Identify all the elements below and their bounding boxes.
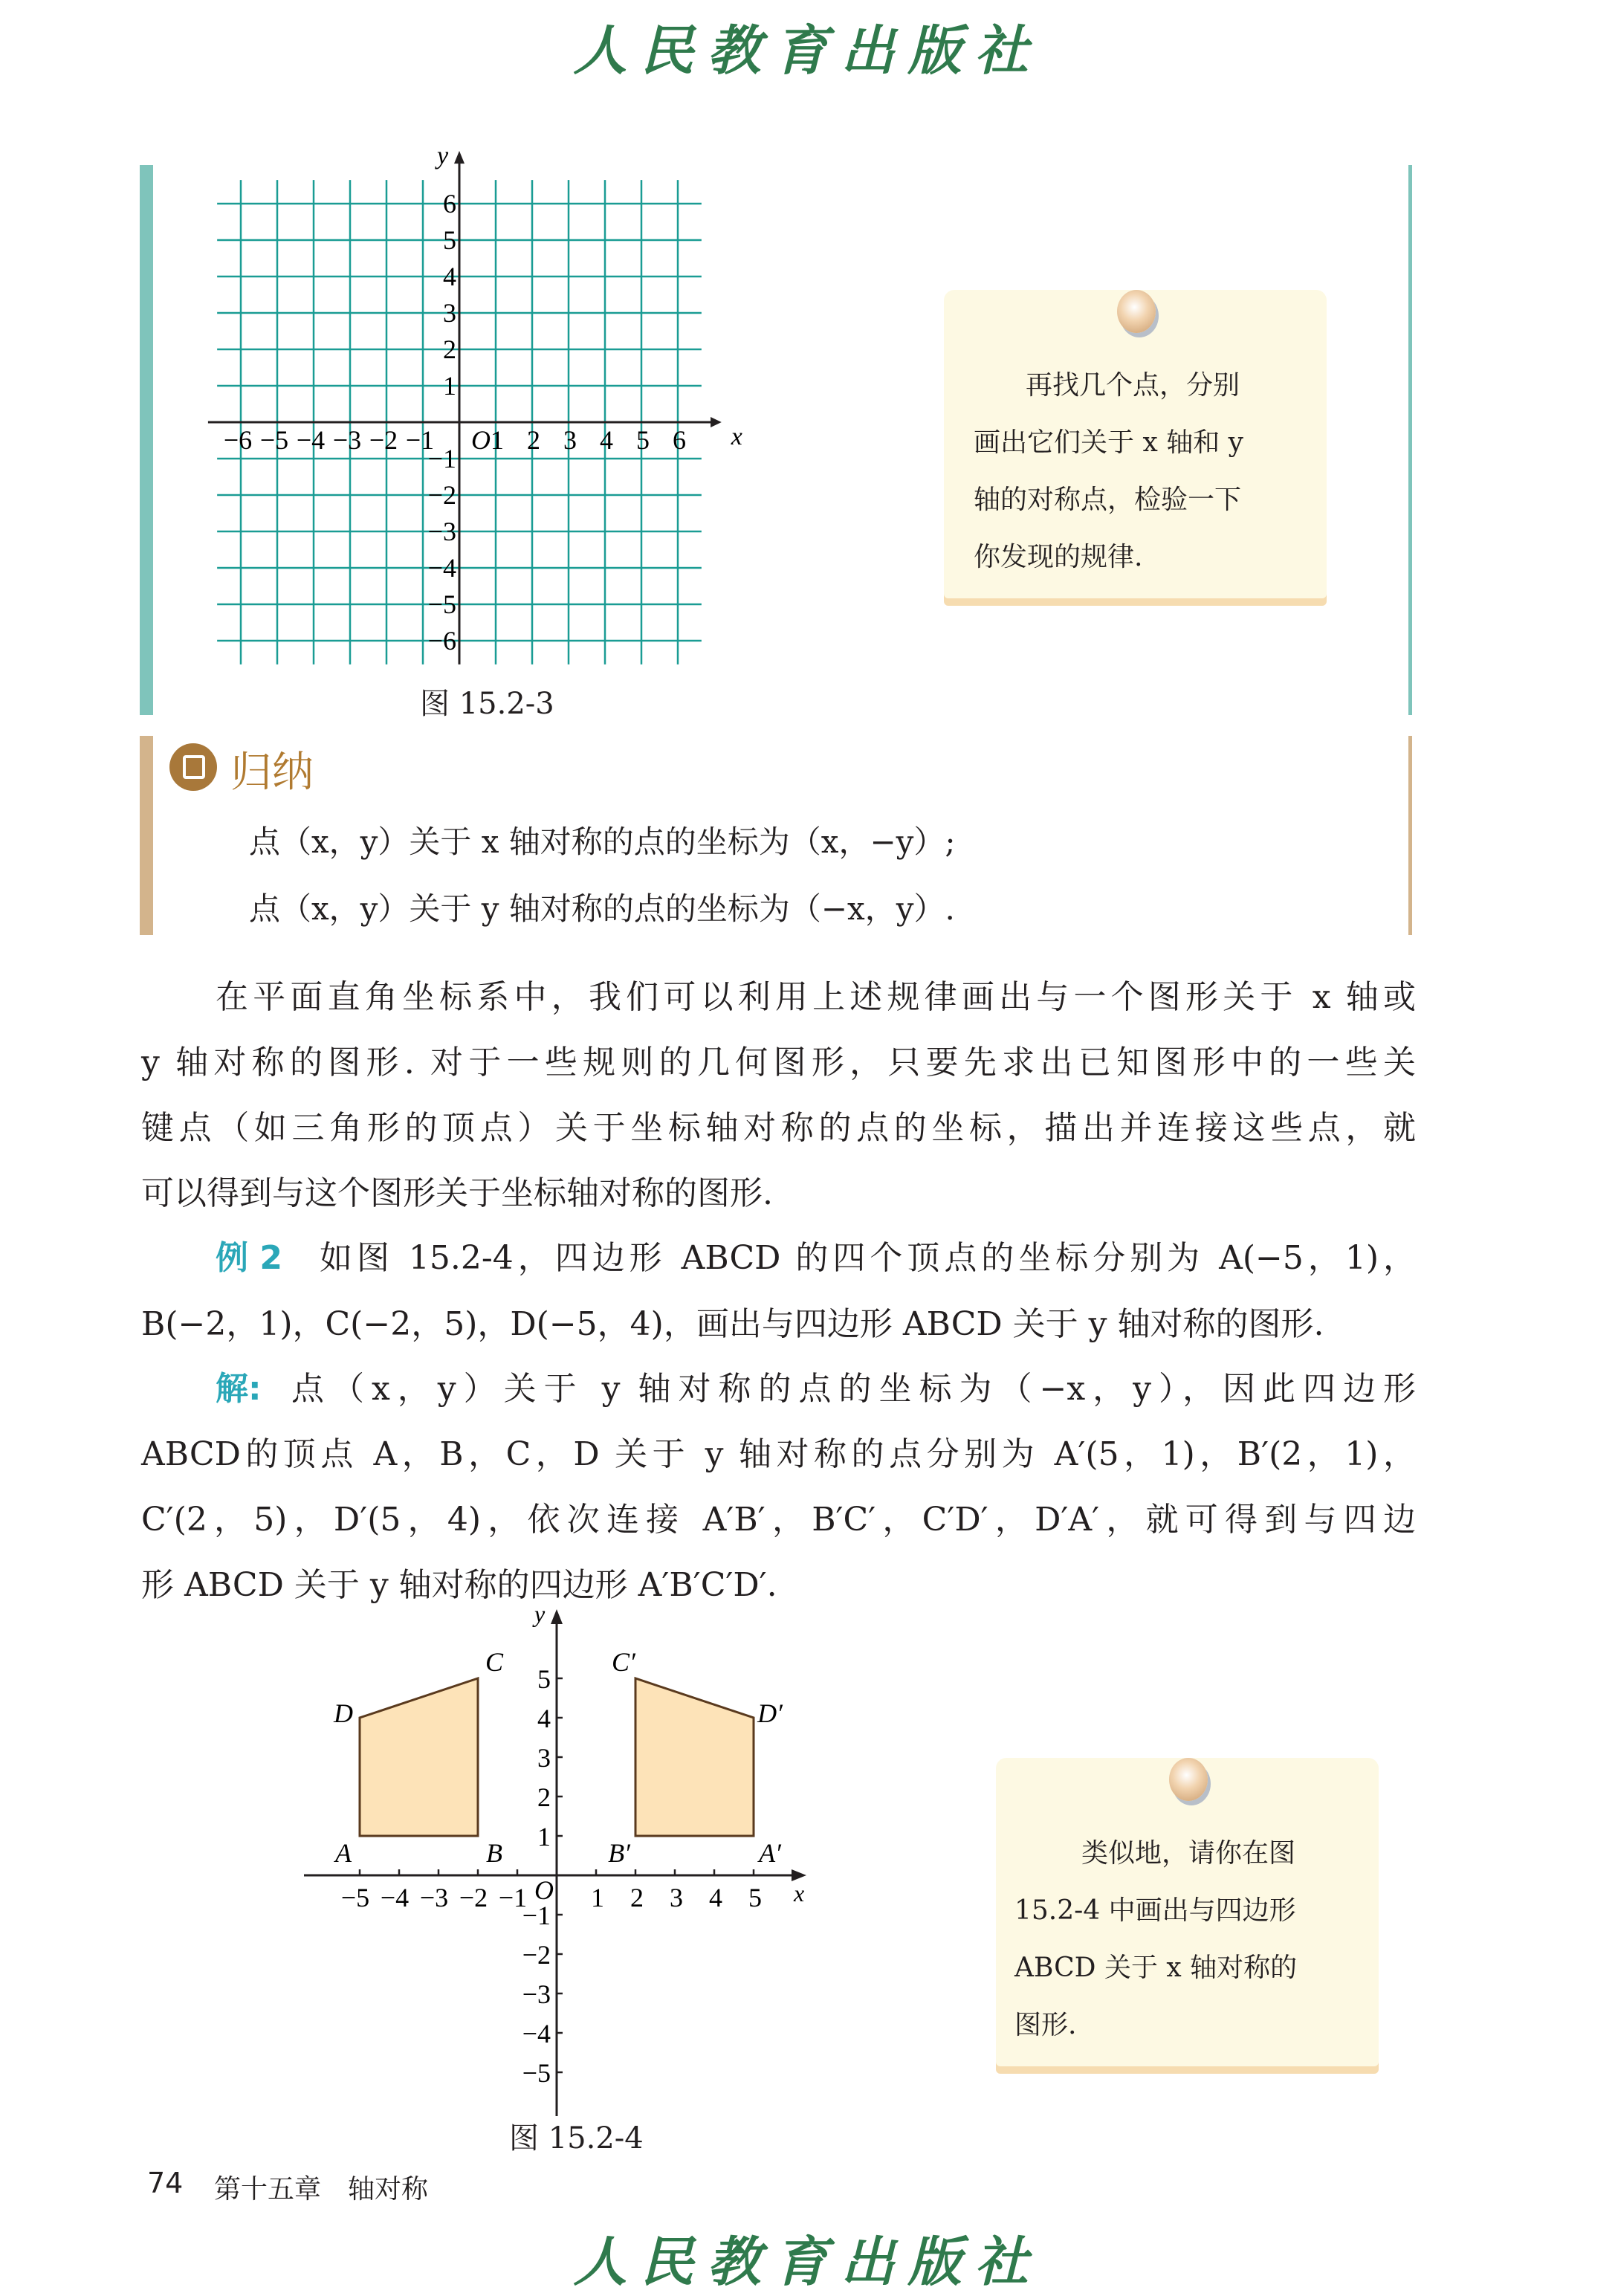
quadrilateral-ABCD [360, 1678, 478, 1836]
x-tick-label: −3 [332, 425, 362, 455]
vertex-label: D [334, 1698, 353, 1728]
solution-line: ABCD的顶点 A，B，C，D 关于 y 轴对称的点分别为 A′(5，1)，B′(2，1)， [141, 1435, 1416, 1473]
summary-title: 归纳 [230, 748, 314, 797]
x-tick-label: −4 [296, 425, 326, 455]
y-tick-label: 2 [443, 334, 456, 364]
x-tick-label: 1 [591, 1883, 604, 1912]
paragraph-line: 可以得到与这个图形关于坐标轴对称的图形. [141, 1174, 773, 1212]
teal-frame-right [1408, 165, 1412, 715]
paragraph-line: y 轴对称的图形. 对于一些规则的几何图形，只要先求出已知图形中的一些关 [141, 1044, 1416, 1081]
x-tick-label: 6 [673, 425, 686, 455]
y-axis-label: y [534, 1600, 546, 1627]
quadrilateral-reflection-chart [0, 0, 855, 2156]
sticky-note [944, 290, 1327, 598]
y-tick-label: 4 [443, 262, 456, 291]
y-tick-label: 1 [537, 1822, 551, 1852]
pushpin-icon [1117, 290, 1156, 333]
y-tick-label: −4 [522, 2019, 551, 2048]
vertex-label: B [486, 1838, 502, 1868]
page-number: 74 [147, 2167, 184, 2199]
note-line: 15.2-4 中画出与四边形 [1014, 1895, 1296, 1926]
y-tick-label: −6 [427, 626, 456, 656]
solution-line: 点（x，y）关于 y 轴对称的点的坐标为（−x，y），因此四边形 [291, 1370, 1416, 1408]
y-tick-label: 5 [537, 1664, 551, 1694]
x-tick-label: −2 [369, 425, 398, 455]
y-tick-label: −3 [522, 1979, 551, 2009]
note-line: 图形. [1014, 2010, 1077, 2040]
note-line: ABCD 关于 x 轴对称的 [1014, 1953, 1298, 1983]
note-line: 画出它们关于 x 轴和 y [974, 427, 1243, 458]
y-tick-label: −1 [522, 1901, 551, 1930]
x-tick-label: 1 [491, 425, 504, 455]
x-tick-label: 5 [636, 425, 650, 455]
y-tick-label: 1 [443, 371, 456, 401]
origin-label: O [534, 1875, 554, 1905]
x-tick-label: 2 [630, 1883, 644, 1912]
x-tick-label: −2 [459, 1883, 488, 1912]
y-tick-label: 3 [537, 1743, 551, 1773]
solution-line: C′(2，5)，D′(5，4)，依次连接 A′B′，B′C′，C′D′，D′A′，就可得到与四边 [141, 1501, 1416, 1539]
vertex-label: C′ [612, 1647, 635, 1677]
x-axis-label: x [731, 423, 742, 450]
x-tick-label: 5 [748, 1883, 762, 1912]
x-tick-label: 4 [600, 425, 613, 455]
example-label: 例 2 [216, 1239, 282, 1277]
solution-label: 解: [216, 1370, 262, 1408]
sticky-note [996, 1758, 1379, 2066]
note-line: 类似地，请你在图 [1081, 1838, 1296, 1869]
example-line: B(−2，1)，C(−2，5)，D(−5，4)，画出与四边形 ABCD 关于 y 轴对称的图形. [141, 1305, 1324, 1343]
x-tick-label: 2 [527, 425, 540, 455]
paragraph-line: 键点（如三角形的顶点）关于坐标轴对称的点的坐标，描出并连接这些点，就 [141, 1109, 1416, 1147]
figure-caption: 图 15.2-4 [509, 2121, 644, 2156]
chapter-title: 第十五章 轴对称 [214, 2174, 429, 2205]
figure-caption: 图 15.2-3 [420, 687, 554, 721]
x-tick-label: 3 [563, 425, 577, 455]
summary-rule-x: 点（x，y）关于 x 轴对称的点的坐标为（x，−y）; [249, 824, 956, 860]
x-tick-label: −6 [223, 425, 253, 455]
x-tick-label: 4 [709, 1883, 722, 1912]
note-line: 再找几个点，分别 [1026, 370, 1240, 401]
y-tick-label: −2 [522, 1940, 551, 1970]
y-tick-label: −5 [427, 589, 456, 619]
y-tick-label: −3 [427, 517, 456, 546]
paragraph-line: 在平面直角坐标系中，我们可以利用上述规律画出与一个图形关于 x 轴或 [216, 978, 1416, 1016]
vertex-label: C [485, 1647, 504, 1677]
quadrilateral-A′B′C′D′ [635, 1678, 754, 1836]
y-tick-label: −4 [427, 553, 456, 583]
y-tick-label: 2 [537, 1782, 551, 1812]
y-axis-arrow [551, 1609, 563, 1624]
solution-line: 形 ABCD 关于 y 轴对称的四边形 A′B′C′D′. [141, 1566, 777, 1604]
vertex-label: A [335, 1838, 352, 1868]
y-tick-label: 5 [443, 225, 456, 255]
summary-frame-right [1408, 736, 1412, 935]
y-tick-label: −2 [427, 480, 456, 510]
x-tick-label: −5 [259, 425, 289, 455]
vertex-label: A′ [759, 1838, 781, 1868]
vertex-label: B′ [608, 1838, 630, 1868]
y-tick-label: 4 [537, 1704, 551, 1733]
publisher-logo-top: 人民教育出版社 [573, 19, 1042, 82]
y-tick-label: 6 [443, 189, 456, 219]
x-axis-label: x [794, 1880, 805, 1907]
x-tick-label: −1 [498, 1883, 528, 1912]
publisher-logo-bottom: 人民教育出版社 [573, 2230, 1042, 2293]
x-tick-label: 3 [670, 1883, 683, 1912]
x-tick-label: −1 [405, 425, 435, 455]
y-tick-label: 3 [443, 298, 456, 328]
x-tick-label: −3 [419, 1883, 449, 1912]
vertex-label: D′ [757, 1698, 783, 1728]
origin-label: O [471, 425, 491, 455]
example-line: 如图 15.2-4，四边形 ABCD 的四个顶点的坐标分别为 A(−5，1)， [320, 1239, 1416, 1277]
x-tick-label: −5 [340, 1883, 370, 1912]
x-tick-label: −4 [380, 1883, 410, 1912]
note-line: 轴的对称点，检验一下 [974, 485, 1242, 515]
y-axis-label: y [437, 142, 449, 170]
summary-rule-y: 点（x，y）关于 y 轴对称的点的坐标为（−x，y）. [249, 890, 955, 927]
note-line: 你发现的规律. [974, 542, 1143, 572]
y-tick-label: −5 [522, 2058, 551, 2088]
y-tick-label: −1 [427, 444, 456, 473]
pushpin-icon [1169, 1758, 1208, 1801]
